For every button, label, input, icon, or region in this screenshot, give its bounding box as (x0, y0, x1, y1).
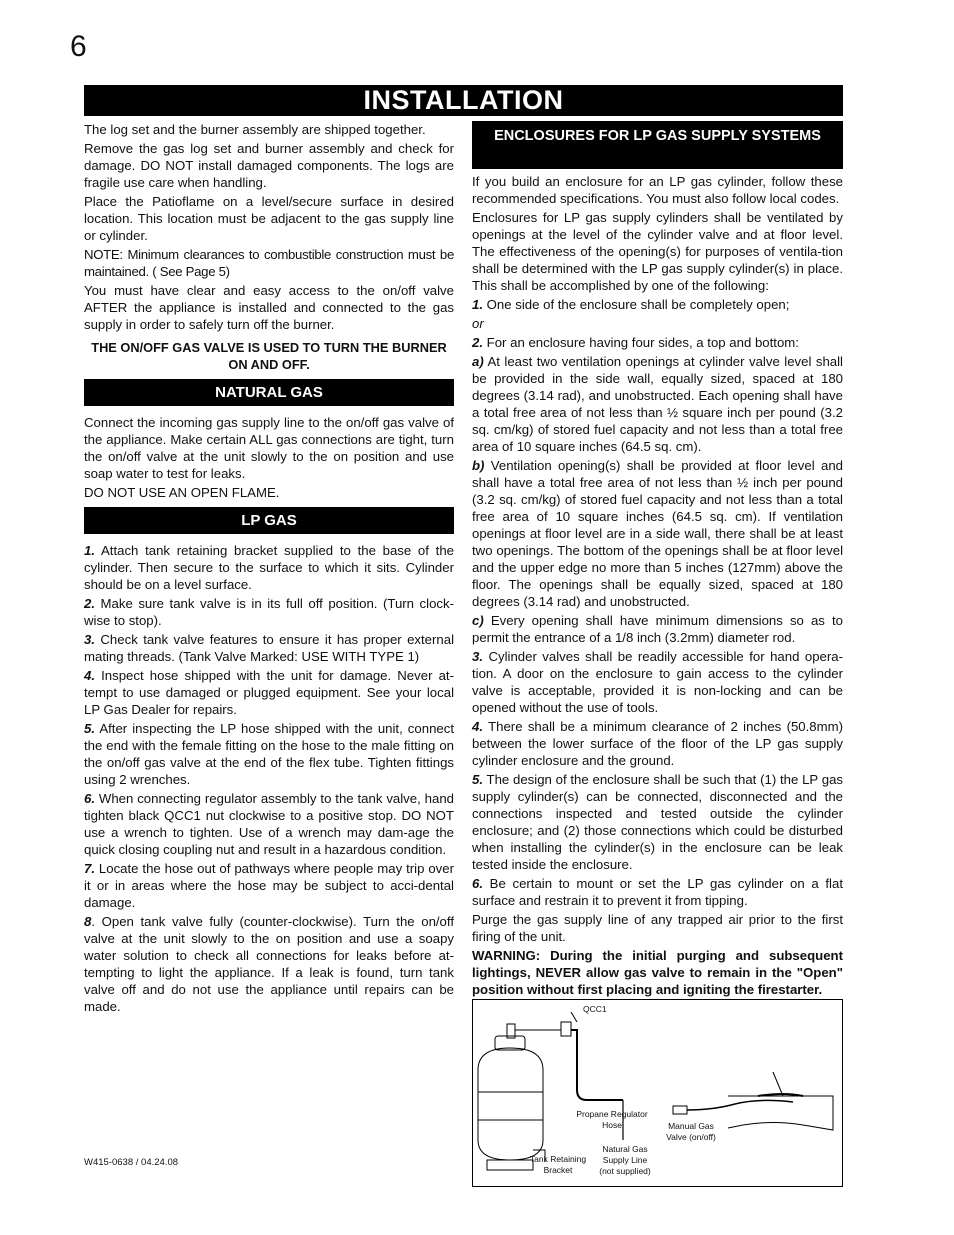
natural-gas-warning: DO NOT USE AN OPEN FLAME. (84, 485, 280, 500)
lp-step (84, 860, 454, 911)
ng-line-label-line: Supply Line (602, 1155, 648, 1165)
regulator-hose-label-line: Propane Regulator (576, 1109, 648, 1119)
manual-valve-label-line: Manual Gas (668, 1121, 714, 1131)
step-text: Make sure tank valve is in its full off position. (Turn clock-wise to stop). (84, 596, 454, 628)
item-text: Cylinder valves shall be readily accessible for hand opera-tion. A door on the enclosure to gain access to the cylinder valve is acceptable, provided it is non-locking and can be opened without the use of tools. (472, 649, 843, 715)
onoff-notice: THE ON/OFF GAS VALVE IS USED TO TURN THE BURNER ON AND OFF. (91, 340, 447, 372)
item-text: The design of the enclosure shall be such that (1) the LP gas supply cylinder(s) can be connected, disconnected and the connections inspected and tested outside the cylinder enclosure; and (2) those connections which could be disturbed when installing the cylinder(s) in the enclosure can be leak tested inside the enclosure. (472, 772, 843, 872)
qcc1-fitting (561, 1022, 571, 1036)
step-text: Check tank valve features to ensure it has proper external mating threads. (Tank Valve Marked: USE WITH TYPE 1) (84, 632, 454, 664)
step-text: Locate the hose out of pathways where people may trip over it or in areas where the hose may be subject to acci-dental damage. (84, 861, 454, 910)
enclosure-subitem (472, 353, 843, 455)
step-text: After inspecting the LP hose shipped with the unit, connect the end with the female fitting on the hose to the male fitting on the on/off gas valve at the end of the flex tube. Tighten fittings using 2 wrenches. (84, 721, 454, 787)
item-number: 1. (472, 297, 483, 312)
manual-valve (673, 1106, 687, 1114)
intro-paragraph: You must have clear and easy access to the on/off valve AFTER the appliance is installed and connected to the gas supply in order to safely turn off the burner. (84, 283, 454, 332)
item-text: There shall be a minimum clearance of 2 inches (50.8mm) between the lower surface of the floor of the LP gas supply cylinder enclosure and the ground. (472, 719, 843, 768)
step-number: 5. (84, 721, 95, 736)
item-number: 3. (472, 649, 483, 664)
lp-step (84, 595, 454, 629)
step-number: 4. (84, 668, 95, 683)
item-letter: c) (472, 613, 484, 628)
enclosure-paragraph: Enclosures for LP gas supply cylinders shall be ventilated by openings at the level of the cylinder valve and at floor level. The effectiveness of the opening(s) for purposes of ventila-tion shall be determined with the LP gas supply cylinder(s) in place. This shall be accomplished by one of the following: (472, 210, 843, 293)
enclosure-paragraph: If you build an enclosure for an LP gas cylinder, follow these recommended specifications. You must also follow local codes. (472, 174, 843, 206)
manual-valve-label (661, 1121, 721, 1143)
item-letter: a) (472, 354, 484, 369)
qcc1-label: QCC1 (583, 1004, 607, 1014)
right-column (472, 121, 843, 1000)
step-number: 3. (84, 632, 95, 647)
bracket-label-line: Tank Retaining (529, 1154, 587, 1164)
enclosure-item (472, 875, 843, 909)
enclosure-item (472, 648, 843, 716)
clearance-note: NOTE: Minimum clearances to combustible construction must be maintained. ( See Page 5) (84, 247, 454, 279)
step-number: 1. (84, 543, 95, 558)
item-number: 4. (472, 719, 483, 734)
ng-line-label-line: (not supplied) (599, 1166, 651, 1176)
item-text: At least two ventilation openings at cylinder valve level shall be provided in the side wall, equally sized, spaced at 180 degrees (3.14 rad), and unobstructed. Each opening shall have a total free area of not less than ½ square inch per pound (3.2 sq. cm/kg) of stored fuel capacity and not less than a total free area of 10 square inches (64.5 sq. cm). (472, 354, 843, 454)
regulator-hose-label (573, 1109, 651, 1131)
lp-step (84, 720, 454, 788)
manual-valve-label-line: Valve (on/off) (666, 1132, 716, 1142)
or-label: or (472, 316, 484, 331)
lp-gas-heading: LP GAS (84, 507, 454, 534)
intro-paragraph: The log set and the burner assembly are shipped together. (84, 122, 426, 137)
natural-gas-heading: NATURAL GAS (84, 379, 454, 406)
step-text: When connecting regulator assembly to the tank valve, hand tighten black QCC1 nut clockwise to a positive stop. DO NOT use a wrench to tighten. Use of a wrench may dam-age the quick closing coupling nut and result in a hazardous condition. (84, 791, 454, 857)
enclosure-subitem (472, 457, 843, 610)
lp-step (84, 542, 454, 593)
item-number: 2. (472, 335, 483, 350)
enclosure-item (472, 296, 843, 313)
step-number: 2. (84, 596, 95, 611)
step-text: . Open tank valve fully (counter-clockwise). Turn the on/off valve at the unit slowly to the on position and use a soapy water solution to check all connections for leaks before at-tempting to light the appliance. If a leak is found, turn tank valve off and do not use the appliance until repairs can be made. (84, 914, 454, 1014)
item-number: 5. (472, 772, 483, 787)
enclosure-item (472, 718, 843, 769)
enclosure-subitem (472, 612, 843, 646)
bracket-label-line: Bracket (543, 1165, 573, 1175)
step-number: 7. (84, 861, 95, 876)
step-text: Inspect hose shipped with the unit for damage. Never at-tempt to use damaged or plugged equipment. See your local LP Gas Dealer for repairs. (84, 668, 454, 717)
intro-paragraph: Place the Patioflame on a level/secure surface in desired location. This location must be adjacent to the gas supply line or cylinder. (84, 194, 454, 243)
page-number: 6 (70, 30, 87, 63)
item-text: One side of the enclosure shall be completely open; (483, 297, 790, 312)
flex-tube (687, 1100, 793, 1110)
natural-gas-line-label (595, 1144, 655, 1177)
item-number: 6. (472, 876, 483, 891)
item-text: Be certain to mount or set the LP gas cylinder on a flat surface and restrain it to prevent it from tipping. (472, 876, 843, 908)
gas-connection-diagram (472, 999, 843, 1187)
page-title: INSTALLATION (84, 85, 843, 116)
lp-step (84, 790, 454, 858)
step-text: Attach tank retaining bracket supplied to the base of the cylinder. Then secure to the surface to which it sits. Cylinder should be on a level surface. (84, 543, 454, 592)
intro-paragraph: Remove the gas log set and burner assembly and check for damage. DO NOT install damaged components. The logs are fragile use care when handling. (84, 141, 454, 190)
or-text (472, 315, 843, 332)
left-column (84, 121, 454, 1017)
propane-tank (478, 1048, 543, 1160)
lp-step (84, 631, 454, 665)
lp-step (84, 913, 454, 1015)
purge-paragraph: Purge the gas supply line of any trapped air prior to the first firing of the unit. (472, 912, 843, 944)
ng-line-label-line: Natural Gas (602, 1144, 648, 1154)
enclosure-item (472, 771, 843, 873)
natural-gas-text: Connect the incoming gas supply line to the on/off gas valve of the appliance. Make certain ALL gas connections are tight, turn the on/off valve at the unit slowly to the on position and use soap water to test for leaks. (84, 415, 454, 481)
regulator-hose (571, 1030, 623, 1100)
lp-step (84, 667, 454, 718)
purge-warning: WARNING: During the initial purging and subsequent lightings, NEVER allow gas valve to remain in the "Open" position without first placing and igniting the firestarter. (472, 948, 843, 997)
item-text: Every opening shall have minimum dimensions so as to permit the entrance of a 1/8 inch (3.2mm) diameter rod. (472, 613, 843, 645)
enclosures-heading: ENCLOSURES FOR LP GAS SUPPLY SYSTEMS (472, 121, 843, 169)
bracket-label (525, 1154, 591, 1176)
item-letter: b) (472, 458, 485, 473)
step-number: 6. (84, 791, 95, 806)
step-number: 8 (84, 914, 92, 929)
regulator-hose-label-line: Hose (602, 1120, 622, 1130)
document-code: W415-0638 / 04.24.08 (84, 1157, 179, 1168)
item-text: For an enclosure having four sides, a top and bottom: (483, 335, 799, 350)
enclosure-item (472, 334, 843, 351)
item-text: Ventilation opening(s) shall be provided at floor level and shall have a total free area of not less than ½ inch per pound (3.2 sq. cm/kg) of stored fuel capacity and not less than a total free area of 10 square inches (64.5 sq. cm). If ventilation openings at floor level are in a side wall, there shall be at least two openings. The bottom of the openings shall be at floor level and the upper edge no more than 5 inches (127mm) above the floor. The openings shall be equally sized, spaced at 180 degrees (3.14 rad) and unobstructed. (472, 458, 843, 609)
